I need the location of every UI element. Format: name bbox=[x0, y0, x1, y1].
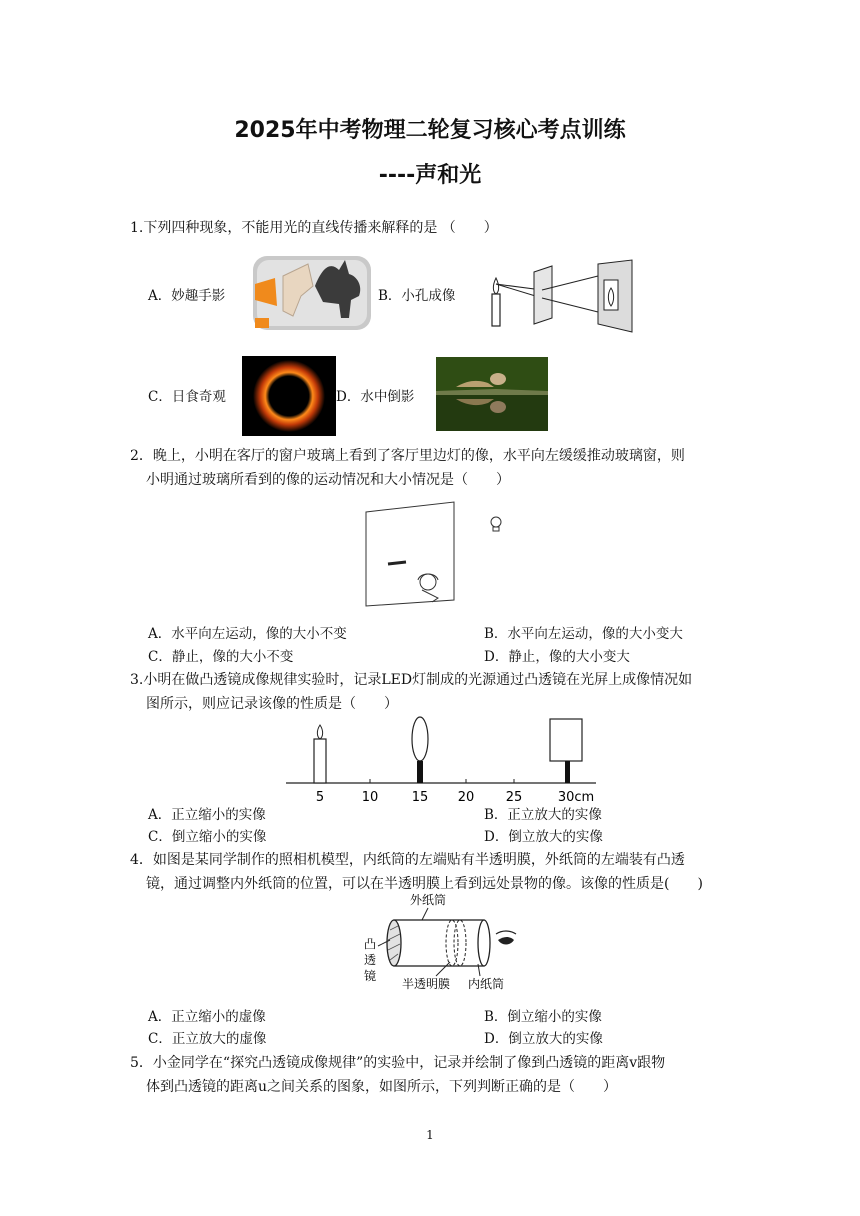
scale-label-30cm: 30cm bbox=[557, 790, 595, 805]
q4-option-b: B．倒立缩小的实像 bbox=[484, 1009, 602, 1025]
scale-label-25: 25 bbox=[505, 790, 523, 805]
convex-lens-icon bbox=[412, 717, 428, 761]
page-subtitle: ----声和光 bbox=[378, 163, 482, 188]
label-outer-tube: 外纸筒 bbox=[410, 893, 447, 907]
question-5-stem bbox=[130, 1051, 730, 1099]
q2-option-c: C．静止，像的大小不变 bbox=[148, 649, 294, 665]
scale-label-15: 15 bbox=[411, 790, 429, 805]
label-lens-3: 镜 bbox=[364, 969, 377, 983]
q2-stem-line2: 小明通过玻璃所看到的像的运动情况和大小情况是（ ） bbox=[146, 472, 510, 488]
q3-option-d: D．倒立放大的实像 bbox=[484, 829, 603, 845]
label-lens-1: 凸 bbox=[364, 937, 377, 951]
light-screen-icon bbox=[550, 719, 582, 761]
lens-bench-diagram bbox=[282, 715, 602, 805]
camera-model-diagram bbox=[360, 890, 530, 994]
label-inner-tube: 内纸筒 bbox=[468, 977, 505, 991]
scale-label-10: 10 bbox=[361, 790, 379, 805]
q2-option-a: A．水平向左运动，像的大小不变 bbox=[148, 626, 347, 642]
window-lamp-diagram bbox=[362, 500, 512, 612]
candle-icon bbox=[314, 739, 326, 783]
q5-stem-line1: 5．小金同学在“探究凸透镜成像规律”的实验中，记录并绘制了像到凸透镜的距离v跟物 bbox=[130, 1055, 666, 1071]
question-3-stem bbox=[130, 668, 730, 716]
label-lens-2: 透 bbox=[364, 953, 377, 967]
q1-option-c: C．日食奇观 bbox=[148, 389, 226, 405]
scale-label-5: 5 bbox=[315, 790, 325, 805]
q4-option-c: C．正立放大的虚像 bbox=[148, 1031, 267, 1047]
q2-option-b: B．水平向左运动，像的大小变大 bbox=[484, 626, 683, 642]
page-title: 2025年中考物理二轮复习核心考点训练 bbox=[234, 118, 626, 143]
q1-option-b: B．小孔成像 bbox=[378, 288, 456, 304]
q4-option-d: D．倒立放大的实像 bbox=[484, 1031, 603, 1047]
q1-option-d: D．水中倒影 bbox=[336, 389, 415, 405]
q1-option-a: A．妙趣手影 bbox=[148, 288, 226, 304]
hand-shadow-image bbox=[253, 256, 371, 330]
page-number: 1 bbox=[426, 1128, 434, 1142]
q3-option-c: C．倒立缩小的实像 bbox=[148, 829, 267, 845]
question-2-stem bbox=[130, 444, 730, 492]
question-4-stem bbox=[130, 848, 730, 896]
label-membrane: 半透明膜 bbox=[402, 977, 451, 991]
q3-stem-line1: 3.小明在做凸透镜成像规律实验时，记录LED灯制成的光源通过凸透镜在光屏上成像情况如 bbox=[130, 672, 693, 688]
water-reflection-image bbox=[436, 357, 548, 431]
q2-stem-line1: 2．晚上，小明在客厅的窗户玻璃上看到了客厅里边灯的像，水平向左缓缓推动玻璃窗，则 bbox=[130, 448, 685, 464]
solar-eclipse-image bbox=[242, 356, 336, 436]
q3-option-b: B．正立放大的实像 bbox=[484, 807, 602, 823]
q4-stem-line2: 镜，通过调整内外纸筒的位置，可以在半透明膜上看到远处景物的像。该像的性质是( ) bbox=[146, 876, 703, 892]
q5-stem-line2: 体到凸透镜的距离u之间关系的图象，如图所示，下列判断正确的是（ ） bbox=[146, 1079, 618, 1095]
q4-option-a: A．正立缩小的虚像 bbox=[148, 1009, 266, 1025]
q3-stem-line2: 图所示，则应记录该像的性质是（ ） bbox=[146, 696, 398, 712]
question-1-stem: 1.下列四种现象，不能用光的直线传播来解释的是 （ ） bbox=[130, 220, 498, 236]
pinhole-camera-diagram bbox=[488, 258, 634, 334]
q4-stem-line1: 4．如图是某同学制作的照相机模型，内纸筒的左端贴有半透明膜，外纸筒的左端装有凸透 bbox=[130, 852, 685, 868]
scale-label-20: 20 bbox=[457, 790, 475, 805]
q2-option-d: D．静止，像的大小变大 bbox=[484, 649, 630, 665]
q3-option-a: A．正立缩小的实像 bbox=[148, 807, 266, 823]
